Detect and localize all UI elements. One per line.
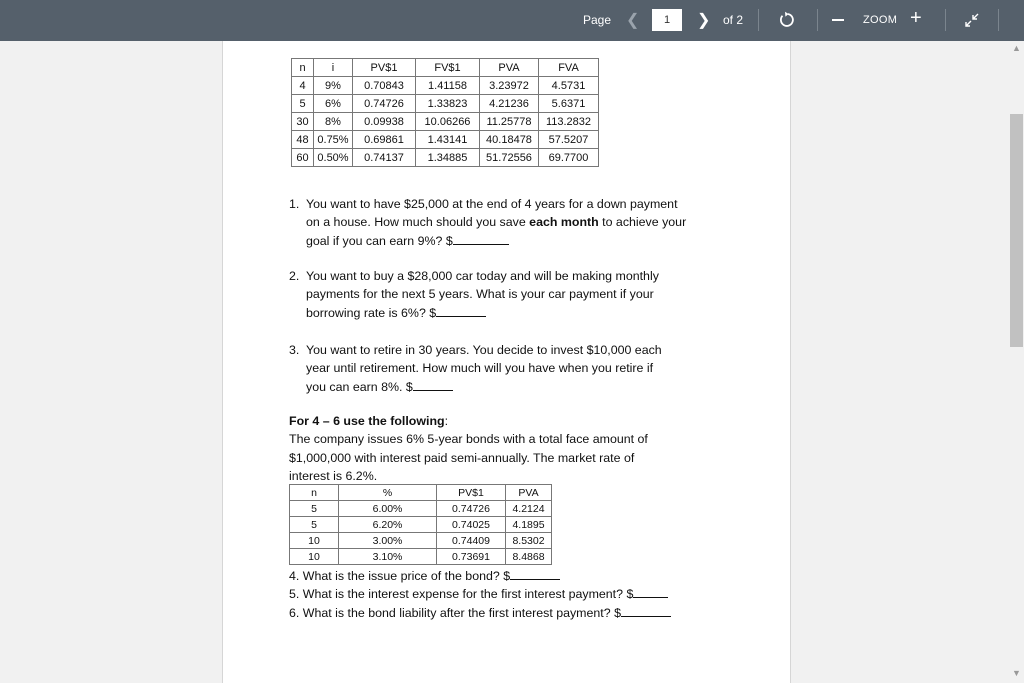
table-row xyxy=(290,517,552,533)
table-cell: 9% xyxy=(314,77,353,95)
scroll-up-arrow-icon[interactable]: ▲ xyxy=(1012,43,1021,53)
table-row xyxy=(292,77,599,95)
table-cell: 1.33823 xyxy=(416,95,480,113)
section-heading-line xyxy=(289,412,709,430)
bond-section xyxy=(289,412,709,485)
question-text xyxy=(306,267,736,322)
section-line: $1,000,000 with interest paid semi-annually. The market rate of xyxy=(289,450,635,465)
rotate-button[interactable] xyxy=(778,11,796,29)
table-header-cell: PVA xyxy=(506,485,552,501)
question-line xyxy=(306,232,736,250)
table-cell: 10 xyxy=(290,533,339,549)
table-cell: 4.5731 xyxy=(539,77,599,95)
question-text: 5. What is the interest expense for the first interest payment? $ xyxy=(289,587,634,601)
table-cell: 30 xyxy=(292,113,314,131)
table-cell: 6.20% xyxy=(339,517,437,533)
table-cell: 0.74726 xyxy=(353,95,416,113)
question-text xyxy=(306,195,736,250)
table-cell: 69.7700 xyxy=(539,149,599,167)
question-text xyxy=(306,341,736,396)
question-line: You want to have $25,000 at the end of 4 years for a down payment xyxy=(306,197,678,211)
answer-blank xyxy=(436,304,486,317)
table-cell: 10.06266 xyxy=(416,113,480,131)
table-cell: 5.6371 xyxy=(539,95,599,113)
table-cell: 4.21236 xyxy=(480,95,539,113)
table-cell: 60 xyxy=(292,149,314,167)
question-text-part: goal if you can earn 9%? $ xyxy=(306,233,453,248)
page-count-label: of 2 xyxy=(723,13,744,27)
fullscreen-button[interactable] xyxy=(963,11,981,29)
table-row xyxy=(290,533,552,549)
table-cell: 11.25778 xyxy=(480,113,539,131)
table-cell: 10 xyxy=(290,549,339,565)
table-row xyxy=(292,95,599,113)
table-cell: 57.5207 xyxy=(539,131,599,149)
table-cell: 6% xyxy=(314,95,353,113)
table-cell: 0.74137 xyxy=(353,149,416,167)
table-cell: 3.00% xyxy=(339,533,437,549)
answer-blank xyxy=(510,567,560,580)
table-cell: 4.1895 xyxy=(506,517,552,533)
next-page-button[interactable]: ❯ xyxy=(697,12,711,29)
table-cell: 0.74025 xyxy=(437,517,506,533)
table-cell: 1.41158 xyxy=(416,77,480,95)
question-number: 1. xyxy=(289,197,300,211)
table-cell: 51.72556 xyxy=(480,149,539,167)
toolbar-divider xyxy=(945,9,946,31)
question-number: 3. xyxy=(289,343,300,357)
page-label: Page xyxy=(583,13,612,27)
table-cell: 0.74409 xyxy=(437,533,506,549)
question-text-part: on a house. How much should you save xyxy=(306,215,530,230)
table-header-cell: i xyxy=(314,59,353,77)
question-text-part: you can earn 8%. $ xyxy=(306,379,413,394)
question-6 xyxy=(289,604,749,622)
question-4 xyxy=(289,567,749,585)
table-header-cell: n xyxy=(290,485,339,501)
zoom-label: ZOOM xyxy=(863,14,898,26)
question-line: You want to buy a $28,000 car today and will be making monthly xyxy=(306,269,659,283)
document-page xyxy=(222,41,791,683)
table-cell: 5 xyxy=(290,517,339,533)
table-header-cell: PV$1 xyxy=(353,59,416,77)
table-cell: 3.10% xyxy=(339,549,437,565)
page-number-input[interactable] xyxy=(652,9,682,31)
table-header-row xyxy=(290,485,552,501)
question-5 xyxy=(289,585,749,603)
table-row xyxy=(290,501,552,517)
table-cell: 0.74726 xyxy=(437,501,506,517)
table-header-cell: PV$1 xyxy=(437,485,506,501)
table-cell: 5 xyxy=(290,501,339,517)
pdf-toolbar xyxy=(0,0,1024,41)
table-cell: 8% xyxy=(314,113,353,131)
answer-blank xyxy=(621,604,671,617)
toolbar-divider xyxy=(758,9,759,31)
table-cell: 3.23972 xyxy=(480,77,539,95)
table-header-cell: % xyxy=(339,485,437,501)
question-number: 2. xyxy=(289,269,300,283)
table-cell: 1.34885 xyxy=(416,149,480,167)
table-row xyxy=(292,113,599,131)
toolbar-divider xyxy=(998,9,999,31)
question-text: 4. What is the issue price of the bond? $ xyxy=(289,569,511,583)
bond-factors-table xyxy=(289,484,552,565)
question-line: year until retirement. How much will you have when you retire if xyxy=(306,361,654,376)
table-cell: 4 xyxy=(292,77,314,95)
question-text: 6. What is the bond liability after the first interest payment? $ xyxy=(289,606,621,620)
previous-page-button[interactable]: ❮ xyxy=(626,12,640,29)
question-line xyxy=(306,378,736,396)
answer-blank xyxy=(633,585,668,598)
table-cell: 113.2832 xyxy=(539,113,599,131)
table-row xyxy=(292,131,599,149)
table-cell: 5 xyxy=(292,95,314,113)
answer-blank xyxy=(453,232,509,245)
emphasis-text: each month xyxy=(529,215,599,230)
question-line xyxy=(306,213,736,231)
table-cell: 4.2124 xyxy=(506,501,552,517)
table-cell: 0.73691 xyxy=(437,549,506,565)
table-cell: 0.09938 xyxy=(353,113,416,131)
question-text-part: to achieve your xyxy=(598,215,687,230)
scrollbar-thumb[interactable] xyxy=(1010,114,1023,347)
section-line: interest is 6.2%. xyxy=(289,468,378,483)
table-header-cell: FV$1 xyxy=(416,59,480,77)
table-header-cell: n xyxy=(292,59,314,77)
question-line: payments for the next 5 years. What is your car payment if your xyxy=(306,287,654,302)
table-cell: 6.00% xyxy=(339,501,437,517)
table-cell: 0.69861 xyxy=(353,131,416,149)
collapse-icon xyxy=(963,11,981,29)
table-header-cell: PVA xyxy=(480,59,539,77)
scroll-down-arrow-icon[interactable]: ▼ xyxy=(1012,668,1021,678)
table-cell: 48 xyxy=(292,131,314,149)
table-cell: 0.75% xyxy=(314,131,353,149)
table-row xyxy=(290,549,552,565)
table-cell: 40.18478 xyxy=(480,131,539,149)
question-line: You want to retire in 30 years. You decide to invest $10,000 each xyxy=(306,343,662,357)
question-text-part: borrowing rate is 6%? $ xyxy=(306,305,437,320)
zoom-out-button[interactable] xyxy=(832,19,844,21)
table-cell: 0.70843 xyxy=(353,77,416,95)
section-heading: For 4 – 6 use the following xyxy=(289,414,445,428)
question-line xyxy=(306,304,736,322)
table-cell: 0.50% xyxy=(314,149,353,167)
table-header-cell: FVA xyxy=(539,59,599,77)
table-row xyxy=(292,149,599,167)
table-cell: 1.43141 xyxy=(416,131,480,149)
table-cell: 8.4868 xyxy=(506,549,552,565)
zoom-in-button[interactable]: + xyxy=(910,7,922,29)
table-header-row xyxy=(292,59,599,77)
section-heading-colon: : xyxy=(444,414,449,428)
factors-table xyxy=(291,58,599,167)
answer-blank xyxy=(413,378,453,391)
section-line: The company issues 6% 5-year bonds with a total face amount of xyxy=(289,432,648,447)
table-cell: 8.5302 xyxy=(506,533,552,549)
toolbar-divider xyxy=(817,9,818,31)
rotate-icon xyxy=(778,11,796,29)
